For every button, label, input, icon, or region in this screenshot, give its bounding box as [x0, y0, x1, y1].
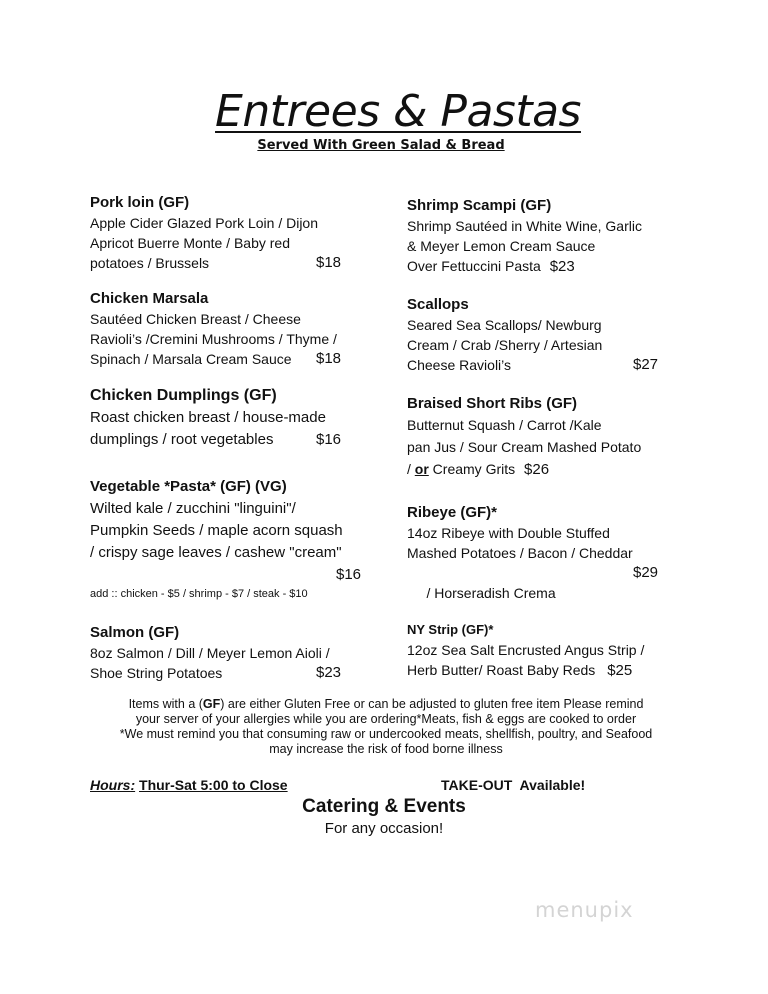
item-desc-line: Spinach / Marsala Cream Sauce: [90, 351, 292, 367]
or-emphasis: or: [414, 461, 429, 477]
item-desc-line: Apple Cider Glazed Pork Loin / Dijon: [90, 215, 319, 231]
menu-item-salmon: [90, 623, 342, 683]
item-name: Scallops: [407, 296, 469, 313]
item-desc-line: Shoe String Potatoes: [90, 665, 223, 681]
item-desc-line: Apricot Buerre Monte / Baby red: [90, 235, 290, 251]
item-desc-line: Shrimp Sautéed in White Wine, Garlic: [407, 218, 642, 234]
item-price: $29: [633, 564, 659, 581]
item-desc-line: Herb Butter/ Roast Baby Reds: [407, 662, 596, 678]
menu-item-chicken-dumplings: [90, 385, 342, 451]
item-desc-line: potatoes / Brussels: [90, 255, 210, 271]
item-price: $27: [633, 356, 659, 373]
menu-item-ny-strip: [407, 620, 644, 681]
catering-heading: Catering & Events: [302, 796, 466, 817]
notice-text: your server of your allergies while you are ordering*Meats, fish & eggs are cooked to order: [135, 712, 637, 726]
item-name: Shrimp Scampi (GF): [407, 197, 552, 214]
hours-value: Thur-Sat 5:00 to Close: [139, 777, 288, 793]
subtitle: Served With Green Salad & Bread: [257, 138, 505, 153]
item-desc-line: Cream / Crab /Sherry / Artesian: [407, 337, 603, 353]
item-desc-line: Over Fettuccini Pasta: [407, 258, 541, 274]
hours: Hours: Thur-Sat 5:00 to Close: [90, 777, 288, 793]
item-name: Salmon (GF): [90, 624, 180, 641]
watermark-logo: menupix: [535, 898, 634, 922]
item-desc-line: / Horseradish Crema: [422, 585, 556, 601]
item-desc-line: /: [407, 461, 415, 477]
menu-item-chicken-marsala: [90, 289, 342, 369]
hours-label: Hours: [90, 777, 131, 793]
item-name: NY Strip (GF)*: [407, 622, 494, 637]
item-name: Ribeye (GF)*: [407, 504, 498, 521]
menu-item-braised-short-ribs: [407, 394, 641, 481]
gf-label: GF: [202, 697, 221, 711]
item-desc-line: Cheese Ravioli’s: [407, 357, 512, 373]
menu-item-shrimp-scampi: [407, 196, 642, 277]
takeout-note: TAKE-OUT Available!: [441, 777, 586, 793]
notice-text: may increase the risk of food borne illness: [269, 742, 503, 756]
item-desc-line: Pumpkin Seeds / maple acorn squash: [90, 522, 343, 539]
item-name: Chicken Marsala: [90, 290, 209, 307]
item-price: $18: [316, 254, 342, 271]
menu-item-vegetable-pasta: [90, 476, 361, 600]
item-name: Vegetable *Pasta* (GF) (VG): [90, 478, 287, 495]
notice-text: Items with a (: [128, 697, 203, 711]
item-name: Braised Short Ribs (GF): [407, 395, 578, 412]
item-desc-line: & Meyer Lemon Cream Sauce: [407, 238, 596, 254]
item-desc-line: Ravioli’s /Cremini Mushrooms / Thyme /: [90, 331, 337, 347]
item-price: $16: [336, 566, 362, 583]
item-desc-line: 12oz Sea Salt Encrusted Angus Strip /: [407, 642, 645, 658]
item-name: Pork loin (GF): [90, 194, 190, 211]
item-desc-line: / crispy sage leaves / cashew "cream": [90, 544, 342, 561]
item-desc-line: Wilted kale / zucchini "linguini"/: [90, 500, 296, 517]
notice-text: ) are either Gluten Free or can be adjusted to gluten free item Please remind: [220, 697, 644, 711]
item-desc-line: dumplings / root vegetables: [90, 431, 274, 448]
add-on-options: add :: chicken - $5 / shrimp - $7 / steak - $10: [90, 588, 308, 600]
item-desc-line: 14oz Ribeye with Double Stuffed: [407, 525, 610, 541]
item-price: $26: [524, 461, 550, 478]
item-price: $18: [316, 350, 342, 367]
item-desc-line: pan Jus / Sour Cream Mashed Potato: [407, 439, 642, 455]
item-price: $23: [549, 258, 575, 275]
item-desc-line: Mashed Potatoes / Bacon / Cheddar: [407, 545, 633, 561]
item-price: $16: [316, 431, 342, 448]
item-price: $25: [607, 662, 633, 679]
menu-item-pork-loin: [90, 193, 342, 273]
item-name: Chicken Dumplings (GF): [90, 387, 277, 404]
item-desc-line: Butternut Squash / Carrot /Kale: [407, 417, 602, 433]
catering-subtext: For any occasion!: [324, 820, 444, 837]
item-desc-line: Sautéed Chicken Breast / Cheese: [90, 311, 301, 327]
item-price: $23: [316, 664, 342, 681]
allergy-notice: [80, 697, 692, 757]
item-desc-line: Seared Sea Scallops/ Newburg: [407, 317, 602, 333]
notice-text: *We must remind you that consuming raw or undercooked meats, shellfish, poultry, and Seafood: [119, 727, 653, 741]
item-desc-line: 8oz Salmon / Dill / Meyer Lemon Aioli /: [90, 645, 330, 661]
menu-item-scallops: [407, 295, 659, 375]
item-desc-line: Roast chicken breast / house-made: [90, 409, 326, 426]
item-desc-line: Creamy Grits: [428, 461, 516, 477]
page-title: Entrees & Pastas: [215, 86, 581, 137]
